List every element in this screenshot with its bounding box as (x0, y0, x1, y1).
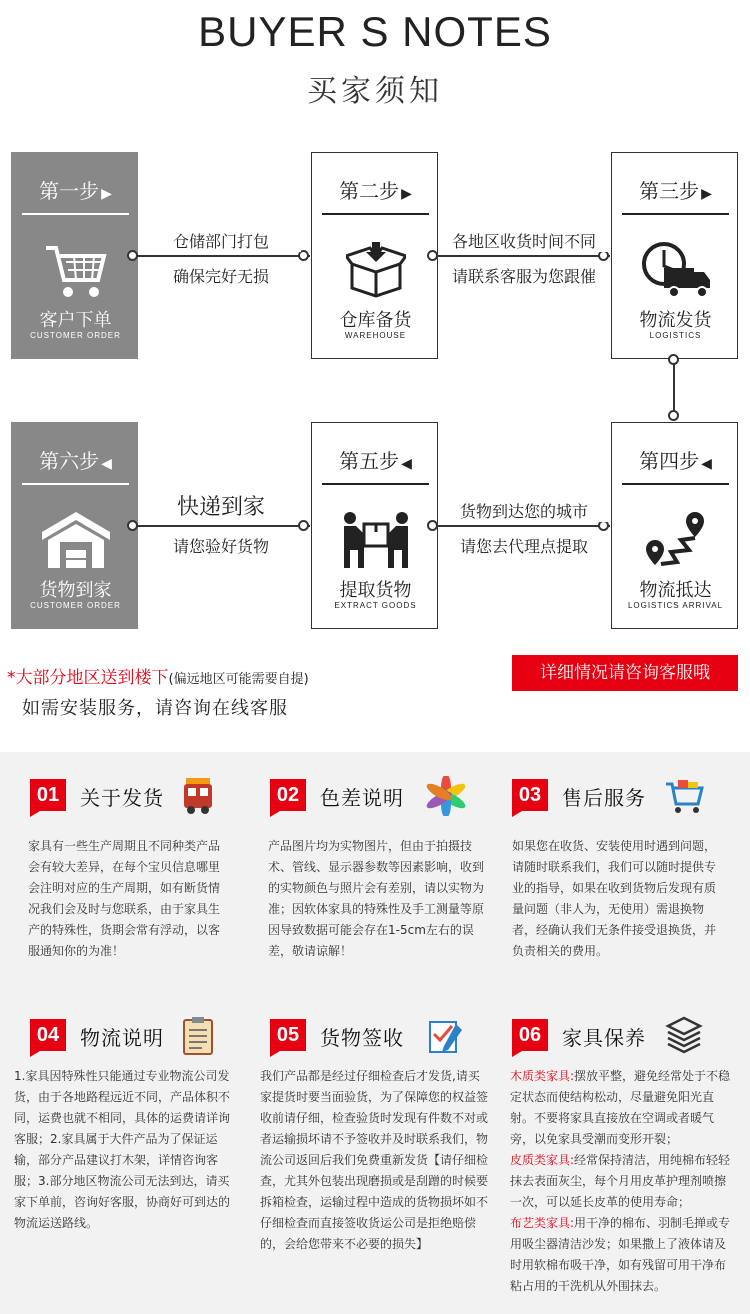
connector-text-bottom: 请您去代理点提取 (459, 537, 588, 556)
step-label: 物流发货 (639, 310, 712, 331)
connector-dot (668, 354, 679, 365)
step-sublabel: EXTRACT GOODS (334, 601, 417, 610)
badge-tail (30, 1051, 40, 1057)
card-title: 色差说明 (320, 786, 404, 810)
badge-tail (270, 811, 280, 817)
card-title: 家具保养 (562, 1026, 646, 1050)
card-header-05 (270, 1016, 470, 1056)
step-title: 第五步 ◀ (339, 449, 412, 473)
clipboard-icon (178, 1016, 218, 1056)
divider (22, 213, 129, 215)
step-label: 客户下单 (39, 310, 112, 331)
step-card-1 (11, 152, 138, 359)
card-number-badge: 05 (270, 1019, 306, 1051)
delivery-truck-clock-icon (612, 227, 739, 313)
step-sublabel: LOGISTICS (649, 331, 702, 340)
movers-icon (312, 497, 439, 583)
card-title: 售后服务 (562, 786, 646, 810)
step-sublabel: LOGISTICS ARRIVAL (627, 601, 724, 610)
connector-dot (427, 520, 438, 531)
badge-tail (512, 1051, 522, 1057)
step-card-6 (11, 422, 138, 629)
step-sublabel: CUSTOMER ORDER (30, 601, 121, 610)
connector-text-bottom: 确保完好无损 (172, 267, 269, 286)
connector-dot (427, 250, 438, 261)
card-body-06 (510, 1066, 736, 1297)
step-label: 仓库备货 (339, 310, 412, 331)
step-label: 提取货物 (339, 580, 412, 601)
step-label: 物流抵达 (639, 580, 712, 601)
card-title: 物流说明 (80, 1026, 164, 1050)
connector-dot (127, 520, 138, 531)
badge-tail (30, 811, 40, 817)
card-header-06 (512, 1016, 712, 1056)
boxes-icon (664, 1016, 704, 1056)
card-body-02: 产品图片均为实物图片，但由于拍摄技术、管线、显示器参数等因素影响，收到的实物颜色与照片会有差别，请以实物为准；因软体家具的特殊性及手工测量等原因导致数据可能会存在1-5cm左右的误差，敬请谅解！ (268, 839, 485, 958)
home-warehouse-icon (12, 497, 139, 583)
package-box-icon (312, 227, 439, 313)
connector-line-5-6 (136, 525, 310, 527)
connector-line-2-3 (436, 255, 610, 257)
card-number-badge: 03 (512, 779, 548, 811)
install-note: 如需安装服务，请咨询在线客服 (22, 698, 288, 719)
step-title: 第二步 ▶ (339, 179, 412, 203)
shopping-cart-icon (12, 227, 139, 313)
info-panel (0, 752, 750, 1314)
step-card-2 (311, 152, 438, 359)
connector-text-top: 货物到达您的城市 (438, 499, 610, 522)
badge-tail (512, 811, 522, 817)
connector-dot (668, 410, 679, 421)
card-header-04 (30, 1016, 230, 1056)
card-number-badge: 04 (30, 1019, 66, 1051)
step-sublabel: WAREHOUSE (344, 331, 407, 340)
card-header-03 (512, 776, 712, 816)
step-title: 第一步 ▶ (39, 179, 112, 203)
shopping-cart-goods-icon (664, 776, 704, 816)
card-header-01 (30, 776, 230, 816)
connector-text-top: 各地区收货时间不同 (438, 229, 610, 252)
connector-line-1-2 (136, 255, 310, 257)
step-card-5 (311, 422, 438, 629)
step-card-4 (611, 422, 738, 629)
divider (322, 483, 429, 485)
card-body-05: 我们产品都是经过仔细检查后才发货,请买家提货时要当面验货，为了保障您的权益签收前请仔细，检查验货时发现有件数不对或者运输损坏请不予签收并及时联系我们，物流公司返回后我们免费重新发货【请仔细检查，尤其外包装出现磨损或是刮蹭的时候要拆箱检查，运输过程中造成的货物损坏如不仔细检查而直接签收货运公司是拒绝赔偿的，会给您带来不必要的损失】 (260, 1069, 489, 1251)
card-title: 关于发货 (80, 786, 164, 810)
connector-text-bottom: 请联系客服为您跟催 (451, 267, 596, 286)
card-number-badge: 01 (30, 779, 66, 811)
card-number-badge: 06 (512, 1019, 548, 1051)
care-fabric-text: 用干净的棉布、羽制毛掸或专用吸尘器清洁沙发；如果撒上了液体请及时用软棉布吸干净，如有残留可用干净布粘占用的干洗机从外围抹去。 (510, 1216, 731, 1293)
fire-truck-icon (178, 776, 218, 816)
step-title: 第三步 ▶ (639, 179, 712, 203)
checklist-pen-icon (426, 1016, 466, 1056)
step-title: 第六步 ◀ (39, 449, 112, 473)
step-card-3 (611, 152, 738, 359)
card-body-04: 1.家具因特殊性只能通过专业物流公司发货，由于各地路程远近不同，产品体积不同，运费也就不相同，具体的运费请详询客服；2.家具属于大件产品为了保证运输，部分产品建议打木架，详情咨询客服；3.部分地区物流公司无法到达，请买家下单前，咨询好客服，协商好可到达的物流运送路线。 (14, 1069, 231, 1230)
divider (622, 213, 729, 215)
card-body-03: 如果您在收货、安装使用时遇到问题，请随时联系我们，我们可以随时提供专业的指导，如果在收到货物后发现有质量问题（非人为，无使用）需退换物者，经确认我们无条件接受退换货，并负责相关的费用。 (512, 839, 717, 958)
contact-service-button[interactable]: 详细情况请咨询客服哦 (512, 655, 738, 691)
step-label: 货物到家 (39, 580, 112, 601)
connector-text-top: 快递到家 (150, 490, 292, 521)
divider (22, 483, 129, 485)
connector-dot (298, 520, 309, 531)
care-wood-text: 摆放平整，避免经常处于不稳定状态而使结构松动，尽量避免阳光直射。不要将家具直接放在空调或者暖气旁，以免家具受潮而变形开裂； (510, 1069, 731, 1146)
card-title: 货物签收 (320, 1026, 404, 1050)
badge-tail (270, 1051, 280, 1057)
card-header-02 (270, 776, 470, 816)
step-sublabel: CUSTOMER ORDER (30, 331, 121, 340)
delivery-note: *大部分地区送到楼下(偏远地区可能需要自提) (7, 668, 309, 688)
connector-text-bottom: 请您验好货物 (172, 537, 269, 556)
connector-text-top: 仓储部门打包 (141, 229, 301, 252)
care-leather-text: 经常保持清洁，用纯棉布轻轻抹去表面灰尘，每个月用皮革护理剂喷擦一次，可以延长皮革的使用寿命； (510, 1153, 731, 1209)
card-number-badge: 02 (270, 779, 306, 811)
card-body-01: 家具有一些生产周期且不同种类产品会有较大差异，在每个宝贝信息哪里会注明对应的生产周期，如有断货情况我们会及时与您联系，由于家具生产的特殊性，货期会常有浮动，以客服通知你的为准！ (28, 839, 221, 958)
step-title: 第四步 ◀ (639, 449, 712, 473)
care-wood-key: 木质类家具: (510, 1069, 575, 1083)
divider (622, 483, 729, 485)
care-fabric-key: 布艺类家具: (510, 1216, 575, 1230)
page-title-chinese: 买家须知 (307, 74, 443, 109)
page-title-english: BUYER S NOTES (198, 8, 552, 55)
divider (322, 213, 429, 215)
color-wheel-icon (426, 776, 466, 816)
care-leather-key: 皮质类家具: (510, 1153, 575, 1167)
connector-line-4-5 (436, 525, 610, 527)
connector-dot (127, 250, 138, 261)
route-pin-icon (612, 497, 739, 583)
